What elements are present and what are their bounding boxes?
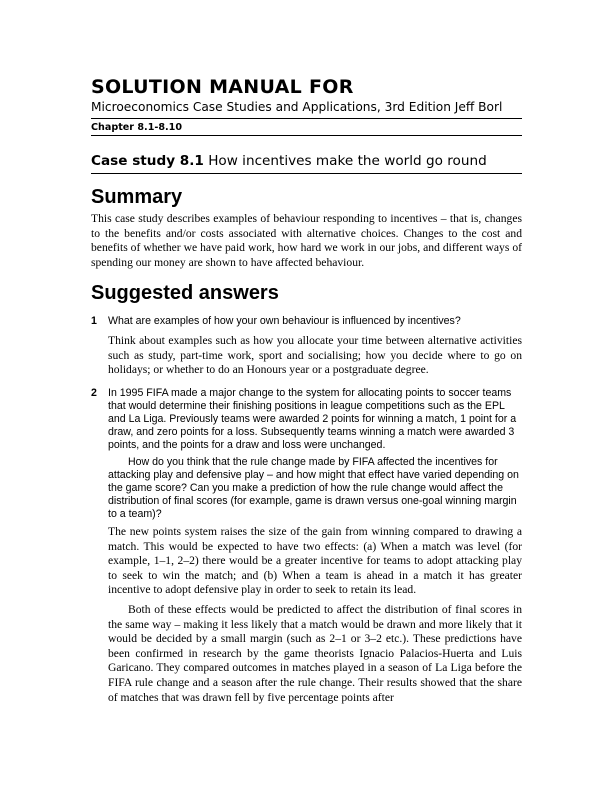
question-2-followup: How do you think that the rule change made by FIFA affected the incentives for attacking play and defensive play – and how might that effect have varied depending on the game score? Can you make a prediction of how the rule change would affect the distribution of final scores (for example, game is drawn versus one-goal winning margin to a team)? bbox=[108, 456, 519, 520]
answer-1-text: Think about examples such as how you allocate your time between alternative activities such as study, part-time work, sport and socialising; how you decide where to go on holidays; or whether to do an Honours year or a postgraduate degree. bbox=[108, 334, 522, 377]
question-1-number: 1 bbox=[91, 315, 97, 327]
case-study-label: Case study 8.1 bbox=[91, 153, 204, 169]
answer-2-paragraph-2: Both of these effects would be predicted to affect the distribution of final scores in the same way – making it less likely that a match would be drawn and more likely that it would be decided by a small margin (such as 2–1 or 3–2 etc.). These predictions have been confirmed in research by the game theorists Ignacio Palacios-Huerta and Luis Garicano. They compared outcomes in matches played in a season of La Liga before the FIFA rule change and a season after the rule change. Their results showed that the share of matches that was drawn fell by five percentage points after bbox=[108, 603, 522, 704]
question-2-text: In 1995 FIFA made a major change to the system for allocating points to soccer teams that would determine their finishing positions in league competitions such as the EPL and La Liga. Previously teams were awarded 2 points for winning a match, 1 point for a draw, and zero points for a loss. Subsequently teams winning a match were awarded 3 points, and the points for a draw and loss were unchanged. bbox=[108, 387, 517, 451]
case-study-heading bbox=[91, 153, 487, 169]
question-2-number: 2 bbox=[91, 387, 97, 399]
brand-title: SOLUTION MANUAL FOR bbox=[91, 76, 354, 98]
answer-2-paragraph-1: The new points system raises the size of the gain from winning compared to drawing a match. This would be expected to have two effects: (a) When a match was level (for example, 1–1, 2–2) there would be a greater incentive for teams to adopt attacking play to seek to win the match; and (b) When a team is ahead in a match it has greater incentive to adopt defensive play in order to seek to retain its lead. bbox=[108, 525, 522, 597]
chapter-range: Chapter 8.1-8.10 bbox=[91, 122, 183, 133]
header-divider-top bbox=[91, 118, 522, 119]
summary-text: This case study describes examples of behaviour responding to incentives – that is, changes to the benefits and/or costs associated with alternative choices. Changes to the cost and benefits of whether we have paid work, how hard we work in our jobs, and different ways of spending our money are shown to have affected behaviour. bbox=[91, 212, 522, 269]
question-1-text: What are examples of how your own behaviour is influenced by incentives? bbox=[108, 315, 461, 327]
suggested-answers-heading: Suggested answers bbox=[91, 282, 279, 304]
book-title: Microeconomics Case Studies and Applications, 3rd Edition Jeff Borl bbox=[91, 100, 503, 114]
case-study-divider bbox=[91, 173, 522, 174]
case-study-title: How incentives make the world go round bbox=[203, 153, 487, 169]
header-divider-bottom bbox=[91, 135, 522, 136]
summary-heading: Summary bbox=[91, 186, 183, 208]
